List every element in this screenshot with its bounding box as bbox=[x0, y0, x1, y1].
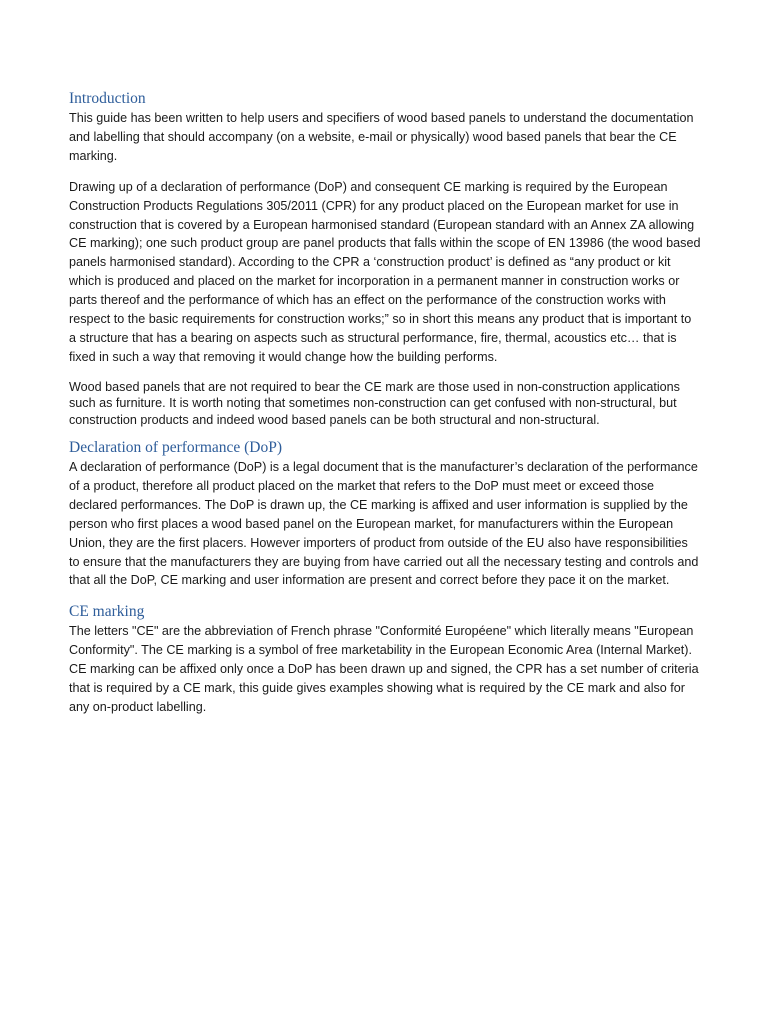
heading-ce-marking: CE marking bbox=[69, 603, 145, 621]
paragraph-ce-marking: The letters "CE" are the abbreviation of French phrase "Conformité Européene" which literally means "European Conformity". The CE marking is a symbol of free marketability in the European Economic Area (Internal Market). CE marking can be affixed only once a DoP has been drawn up and signed, the CPR has a set number of criteria that is required by a CE mark, this guide gives examples showing what is required by the CE mark and also for any on-product labelling. bbox=[69, 624, 699, 714]
paragraph-intro-purpose: This guide has been written to help users and specifiers of wood based panels to understand the documentation and labelling that should accompany (on a website, e-mail or physically) wood based panels that bear the CE marking. bbox=[69, 111, 694, 163]
section-ce-marking bbox=[69, 602, 701, 717]
heading-declaration-of-performance: Declaration of performance (DoP) bbox=[69, 439, 283, 456]
document-body bbox=[69, 89, 701, 729]
paragraph-intro-non-construction: Wood based panels that are not required to bear the CE mark are those used in non-construction applications such as furniture. It is worth noting that sometimes non-construction can get confused with non-structural, but construction products and indeed wood based panels can be both structural and non-structural. bbox=[69, 379, 680, 427]
section-introduction bbox=[69, 89, 701, 428]
heading-introduction: Introduction bbox=[69, 90, 146, 107]
paragraph-intro-cpr: Drawing up of a declaration of performance (DoP) and consequent CE marking is required by the European Construction Products Regulations 305/2011 (CPR) for any product placed on the European market for use in construction that is covered by a European harmonised standard (European standard with an Annex ZA allowing CE marking); one such product group are panel products that falls within the scope of EN 13986 (the wood based panels harmonised standard). According to the CPR a ‘construction product’ is defined as “any product or kit which is produced and placed on the market for incorporation in a permanent manner in construction works or parts thereof and the performance of which has an effect on the performance of the construction works with respect to the basic requirements for construction works;” so in short this means any product that is important to a structure that has a bearing on aspects such as structural performance, fire, thermal, acoustics etc… that is fixed in such a way that removing it would change how the building performs. bbox=[69, 179, 701, 364]
paragraph-dop: A declaration of performance (DoP) is a legal document that is the manufacturer’s declaration of the performance of a product, therefore all product placed on the market that refers to the DoP must meet or exceed those declared performances. The DoP is drawn up, the CE marking is affixed and user information is supplied by the person who first places a wood based panel on the European market, for manufacturers within the European Union, they are the first placers. However importers of product from outside of the EU also have responsibilities to ensure that the manufacturers they are buying from have carried out all the necessary testing and controls and that all the DoP, CE marking and user information are present and correct before they pace it on the market. bbox=[69, 460, 699, 588]
section-declaration-of-performance bbox=[69, 438, 701, 590]
